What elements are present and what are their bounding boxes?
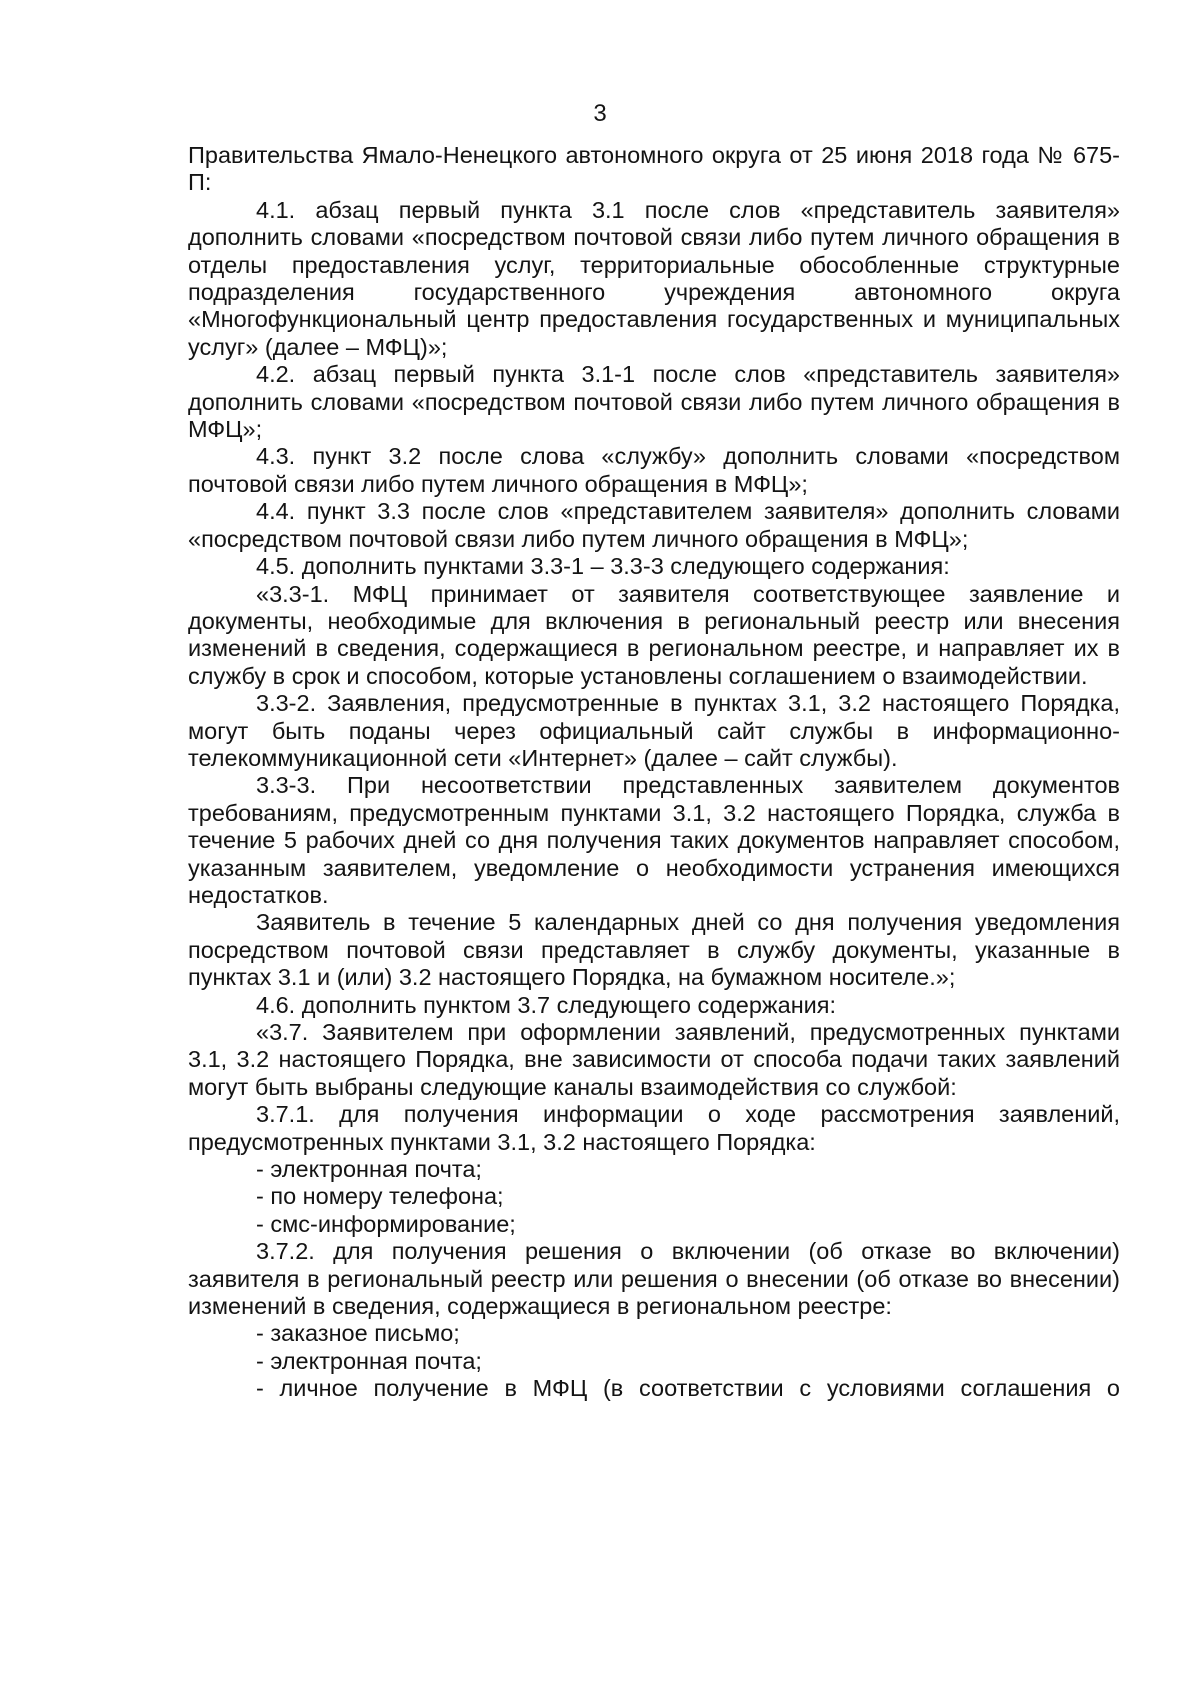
paragraph-p4: 4.4. пункт 3.3 после слов «представителем заявителя» дополнить словами «посредством почтовой связи либо путем личного обращения в МФЦ»;: [188, 498, 1120, 552]
paragraph-p15: - смс-информирование;: [256, 1210, 516, 1237]
paragraph-p18: - электронная почта;: [256, 1347, 482, 1374]
paragraph-p8: 3.3-3. При несоответствии представленных заявителем документов требованиям, предусмотренным пунктами 3.1, 3.2 настоящего Порядка, служба в течение 5 рабочих дней со дня получения таких документов направляет способом, указанным заявителем, уведомление о необходимости устранения имеющихся недостатков.: [188, 772, 1120, 908]
paragraph-p16: 3.7.2. для получения решения о включении (об отказе во включении) заявителя в региональный реестр или решения о внесении (об отказе во внесении) изменений в сведения, содержащиеся в региональном реестре:: [188, 1238, 1120, 1320]
paragraph-p0: Правительства Ямало-Ненецкого автономного округа от 25 июня 2018 года № 675-П:: [188, 142, 1120, 196]
document-body: [188, 142, 1120, 1403]
paragraph-p1: 4.1. абзац первый пункта 3.1 после слов «представитель заявителя» дополнить словами «посредством почтовой связи либо путем личного обращения в отделы предоставления услуг, территориальные обособленные структурные подразделения государственного учреждения автономного округа «Многофункциональный центр предоставления государственных и муниципальных услуг» (далее – МФЦ)»;: [188, 196, 1120, 360]
paragraph-p5: 4.5. дополнить пунктами 3.3-1 – 3.3-3 следующего содержания:: [256, 553, 950, 580]
paragraph-p17: - заказное письмо;: [256, 1320, 460, 1347]
paragraph-p11: «3.7. Заявителем при оформлении заявлений, предусмотренных пунктами 3.1, 3.2 настоящего Порядка, вне зависимости от способа подачи таких заявлений могут быть выбраны следующие каналы взаимодействия со службой:: [188, 1019, 1120, 1100]
paragraph-p7: 3.3-2. Заявления, предусмотренные в пунктах 3.1, 3.2 настоящего Порядка, могут быть поданы через официальный сайт службы в информационно-телекоммуникационной сети «Интернет» (далее – сайт службы).: [188, 690, 1120, 771]
paragraph-p6: «3.3-1. МФЦ принимает от заявителя соответствующее заявление и документы, необходимые для включения в региональный реестр или внесения изменений в сведения, содержащиеся в региональном реестре, и направляет их в службу в срок и способом, которые установлены соглашением о взаимодействии.: [188, 580, 1120, 689]
page-number: 3: [593, 100, 607, 127]
paragraph-p10: 4.6. дополнить пунктом 3.7 следующего содержания:: [256, 991, 837, 1018]
paragraph-p19: - личное получение в МФЦ (в соответствии с условиями соглашения о: [256, 1375, 1120, 1402]
paragraph-p2: 4.2. абзац первый пункта 3.1-1 после слов «представитель заявителя» дополнить словами «посредством почтовой связи либо путем личного обращения в МФЦ»;: [188, 361, 1120, 443]
paragraph-p3: 4.3. пункт 3.2 после слова «службу» дополнить словами «посредством почтовой связи либо путем личного обращения в МФЦ»;: [188, 443, 1120, 497]
paragraph-p12: 3.7.1. для получения информации о ходе рассмотрения заявлений, предусмотренных пунктами 3.1, 3.2 настоящего Порядка:: [188, 1101, 1120, 1155]
paragraph-p9: Заявитель в течение 5 календарных дней со дня получения уведомления посредством почтовой связи представляет в службу документы, указанные в пунктах 3.1 и (или) 3.2 настоящего Порядка, на бумажном носителе.»;: [188, 909, 1120, 991]
paragraph-p13: - электронная почта;: [256, 1156, 482, 1183]
paragraph-p14: - по номеру телефона;: [256, 1183, 504, 1210]
